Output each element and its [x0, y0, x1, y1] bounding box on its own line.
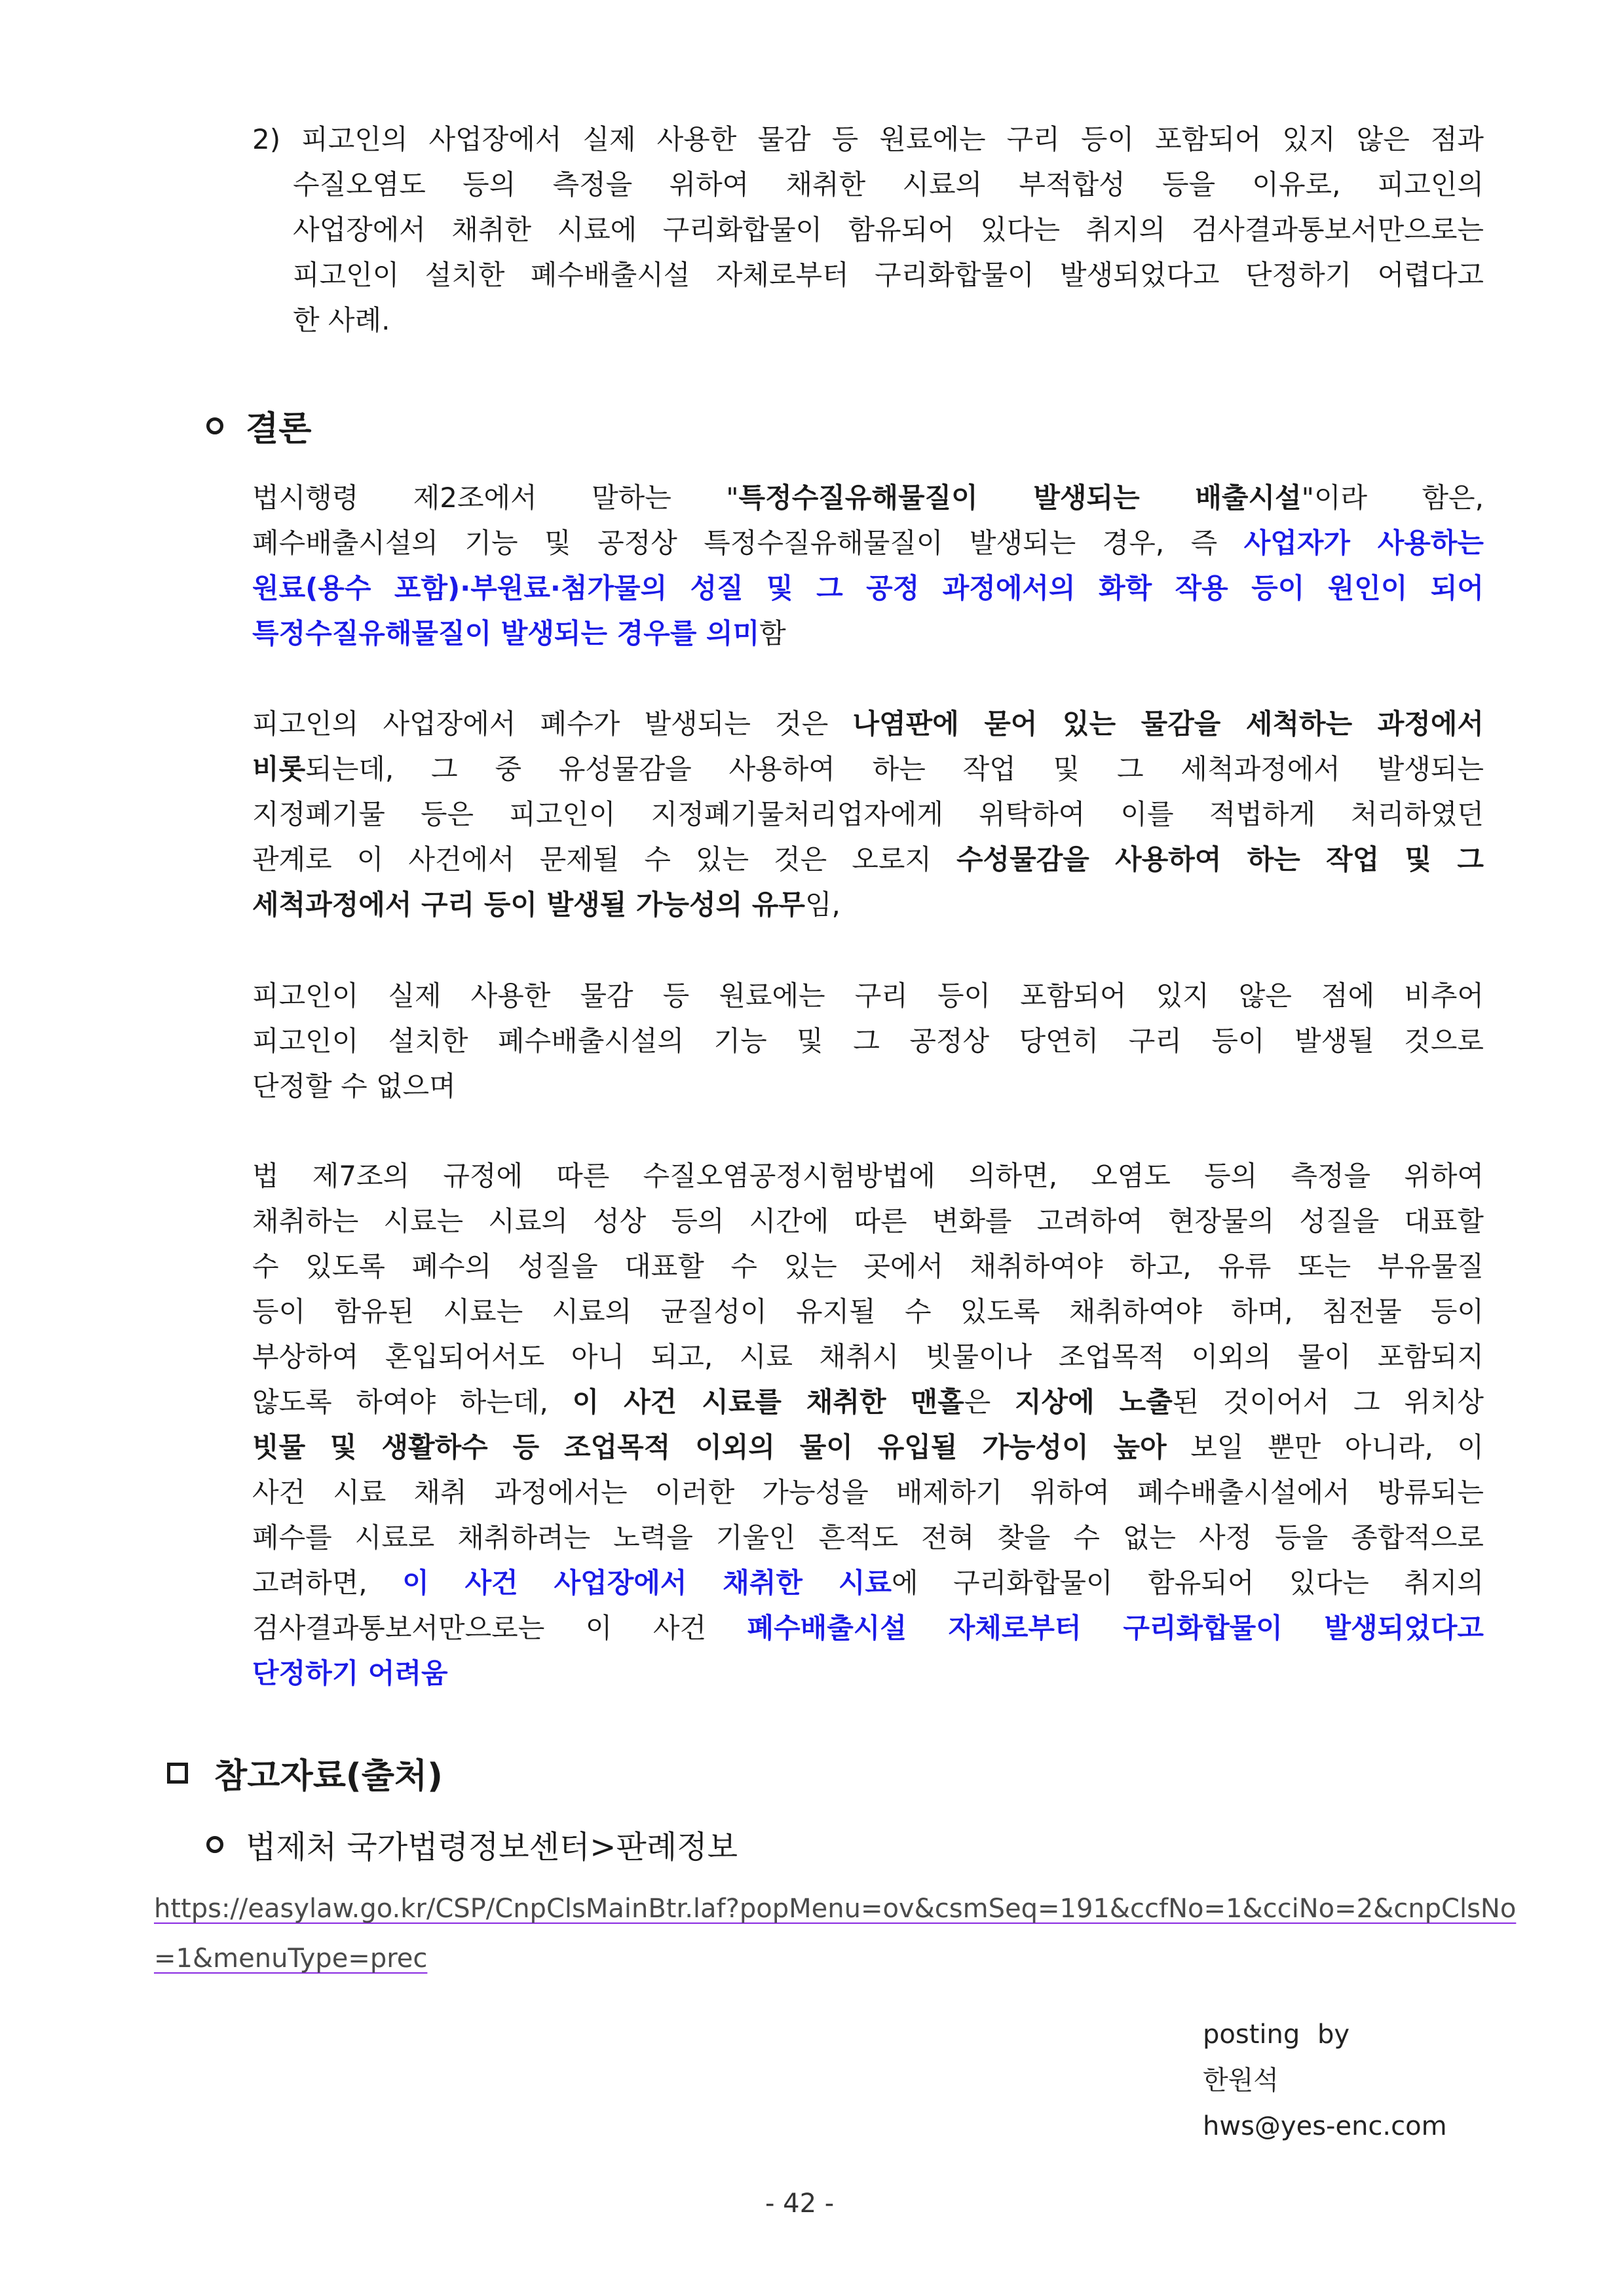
paragraph-line: 고려하면, 이 사건 사업장에서 채취한 시료에 구리화합물이 함유되어 있다는 취지의 — [252, 1567, 1484, 1599]
paragraph-line: 비롯되는데, 그 중 유성물감을 사용하여 하는 작업 및 그 세척과정에서 발생되는 — [252, 753, 1484, 785]
paragraph-line: 사건 시료 채취 과정에서는 이러한 가능성을 배제하기 위하여 폐수배출시설에서 방류되는 — [252, 1476, 1484, 1508]
paragraph-line: 검사결과통보서만으로는 이 사건 폐수배출시설 자체로부터 구리화합물이 발생되었다고 — [252, 1612, 1484, 1644]
page-number: - 42 - — [765, 2189, 835, 2219]
paragraph-line: 지정폐기물 등은 피고인이 지정폐기물처리업자에게 위탁하여 이를 적법하게 처리하였던 — [252, 798, 1484, 830]
paragraph-line: 단정할 수 없으며 — [252, 1070, 456, 1102]
paragraph-line: 원료(용수 포함)·부원료·첨가물의 성질 및 그 공정 과정에서의 화학 작용 등이 원인이 되어 — [252, 572, 1484, 604]
circle-bullet-icon — [206, 417, 223, 434]
paragraph-line: 단정하기 어려움 — [252, 1657, 448, 1689]
paragraph-line: 수 있도록 폐수의 성질을 대표할 수 있는 곳에서 채취하여야 하고, 유류 또는 부유물질 — [252, 1250, 1484, 1282]
conclusion-heading — [206, 401, 311, 450]
references-subitem-text: 법제처 국가법령정보센터>판례정보 — [246, 1829, 738, 1866]
paragraph-line: 법 제7조의 규정에 따른 수질오염공정시험방법에 의하면, 오염도 등의 측정을 위하여 — [252, 1160, 1484, 1192]
item-2-line: 한 사례. — [293, 304, 390, 336]
circle-bullet-icon — [206, 1836, 223, 1853]
conclusion-paragraph-3 — [252, 973, 1484, 1109]
paragraph-line: 채취하는 시료는 시료의 성상 등의 시간에 따른 변화를 고려하여 현장물의 성질을 대표할 — [252, 1205, 1484, 1237]
conclusion-paragraph-1 — [252, 475, 1484, 656]
item-2-paragraph — [252, 117, 1484, 343]
paragraph-line: 법시행령 제2조에서 말하는 "특정수질유해물질이 발생되는 배출시설"이라 함은, — [252, 482, 1484, 514]
posting-info — [1203, 2012, 1447, 2149]
paragraph-line: 않도록 하여야 하는데, 이 사건 시료를 채취한 맨홀은 지상에 노출된 것이어서 그 위치상 — [252, 1386, 1484, 1418]
references-heading — [167, 1748, 443, 1797]
conclusion-heading-text: 결론 — [246, 410, 312, 449]
item-2-line: 2) 피고인의 사업장에서 실제 사용한 물감 등 원료에는 구리 등이 포함되어 있지 않은 점과 — [252, 123, 1484, 155]
conclusion-paragraph-4 — [252, 1153, 1484, 1696]
item-2-line: 피고인이 설치한 폐수배출시설 자체로부터 구리화합물이 발생되었다고 단정하기 어렵다고 — [293, 259, 1484, 291]
reference-url-link-line1[interactable]: https://easylaw.go.kr/CSP/CnpClsMainBtr.laf?popMenu=ov&csmSeq=191&ccfNo=1&cciNo=2&cnpClsNo — [154, 1894, 1517, 1924]
references-subitem — [206, 1822, 738, 1867]
paragraph-line: 피고인의 사업장에서 폐수가 발생되는 것은 나염판에 묻어 있는 물감을 세척하는 과정에서 — [252, 708, 1484, 740]
paragraph-line: 부상하여 혼입되어서도 아니 되고, 시료 채취시 빗물이나 조업목적 이외의 물이 포함되지 — [252, 1341, 1484, 1373]
item-2-line: 사업장에서 채취한 시료에 구리화합물이 함유되어 있다는 취지의 검사결과통보서만으로는 — [293, 214, 1484, 246]
paragraph-line: 등이 함유된 시료는 시료의 균질성이 유지될 수 있도록 채취하여야 하며, 침전물 등이 — [252, 1295, 1484, 1328]
references-heading-text: 참고자료(출처) — [214, 1757, 443, 1796]
paragraph-line: 특정수질유해물질이 발생되는 경우를 의미함 — [252, 617, 786, 649]
posting-by-label: posting by — [1203, 2019, 1350, 2050]
posting-author-email: hws@yes-enc.com — [1203, 2111, 1447, 2141]
paragraph-line: 관계로 이 사건에서 문제될 수 있는 것은 오로지 수성물감을 사용하여 하는 작업 및 그 — [252, 843, 1484, 875]
posting-author-name: 한원석 — [1203, 2065, 1279, 2095]
paragraph-line: 피고인이 설치한 폐수배출시설의 기능 및 그 공정상 당연히 구리 등이 발생될 것으로 — [252, 1025, 1484, 1057]
square-bullet-icon — [167, 1763, 188, 1784]
paragraph-line: 피고인이 실제 사용한 물감 등 원료에는 구리 등이 포함되어 있지 않은 점에 비추어 — [252, 980, 1484, 1012]
paragraph-line: 폐수배출시설의 기능 및 공정상 특정수질유해물질이 발생되는 경우, 즉 사업자가 사용하는 — [252, 527, 1484, 559]
paragraph-line: 세척과정에서 구리 등이 발생될 가능성의 유무임, — [252, 889, 840, 921]
conclusion-paragraph-2 — [252, 701, 1484, 927]
reference-url-link-line2[interactable]: =1&menuType=prec — [154, 1943, 428, 1974]
paragraph-line: 빗물 및 생활하수 등 조업목적 이외의 물이 유입될 가능성이 높아 보일 뿐만 아니라, 이 — [252, 1431, 1484, 1463]
paragraph-line: 폐수를 시료로 채취하려는 노력을 기울인 흔적도 전혀 찾을 수 없는 사정 등을 종합적으로 — [252, 1521, 1484, 1554]
item-2-line: 수질오염도 등의 측정을 위하여 채취한 시료의 부적합성 등을 이유로, 피고인의 — [293, 168, 1484, 201]
